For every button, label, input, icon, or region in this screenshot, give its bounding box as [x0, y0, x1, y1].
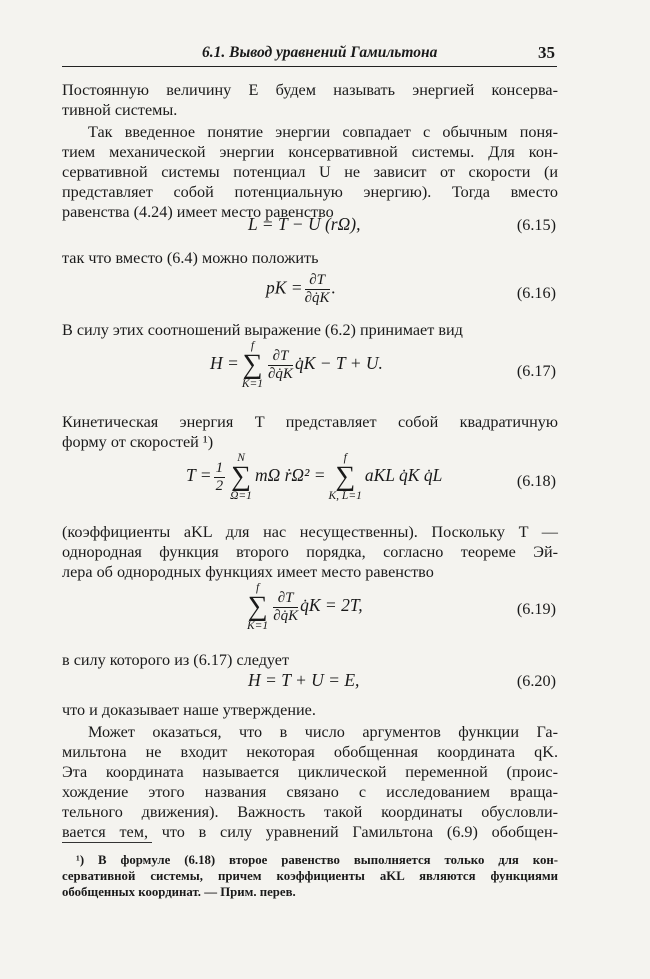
- footnote-line: ¹) В формуле (6.18) второе равенство выполняется только для кон-: [76, 853, 558, 867]
- equation-label: (6.19): [516, 600, 556, 618]
- text-line: вается тем, что в силу уравнений Гамильтона (6.9) обобщен-: [62, 823, 558, 841]
- equation-label: (6.18): [516, 472, 556, 490]
- eq-tail: .: [331, 277, 336, 298]
- fraction-den: 2: [215, 477, 224, 494]
- equation-label: (6.20): [516, 672, 556, 690]
- fraction-den: ∂q̇K: [273, 607, 299, 624]
- text-line: Эта координата называется циклической переменной (проис-: [62, 763, 558, 781]
- eq-lhs: H =: [210, 353, 239, 374]
- equation-6-19: [244, 582, 363, 632]
- fraction-num: ∂T: [305, 272, 330, 290]
- equation-6-16: [266, 272, 336, 307]
- text-line: равенства (4.24) имеет место равенство: [62, 203, 334, 221]
- equation-6-18: [186, 452, 442, 502]
- equation-label: (6.15): [516, 216, 556, 234]
- eq-tail: q̇K = 2T,: [300, 595, 363, 616]
- text-line: тием механической энергии консервативной системы. Для кон-: [62, 143, 558, 161]
- text-line: форму от скоростей ¹): [62, 433, 214, 451]
- eq-lhs: pK =: [266, 277, 303, 298]
- text-line: лера об однородных функциях имеет место равенство: [62, 563, 434, 581]
- sum-top: N: [237, 452, 245, 464]
- text-line: В силу этих соотношений выражение (6.2) принимает вид: [62, 321, 463, 339]
- fraction: [273, 590, 298, 625]
- sum-bottom: K, L=1: [328, 490, 362, 502]
- footnote-line: сервативной системы, причем коэффициенты aKL являются функциями: [62, 869, 558, 883]
- equation-label: (6.17): [516, 362, 556, 380]
- fraction-half: [214, 460, 226, 495]
- eq-tail: q̇K − T + U.: [294, 353, 383, 374]
- fraction-num: 1: [215, 459, 224, 476]
- text-line: Может оказаться, что в число аргументов функции Га-: [88, 723, 558, 741]
- text-line: Постоянную величину E будем называть энергией консерва-: [62, 81, 558, 99]
- text-line: что и доказывает наше утверждение.: [62, 701, 316, 719]
- equation-6-15: L = T − U (rΩ),: [248, 214, 361, 234]
- page-number: 35: [538, 43, 555, 62]
- text-line: в силу которого из (6.17) следует: [62, 651, 290, 669]
- fraction: [305, 272, 330, 307]
- sum-top: f: [250, 340, 255, 352]
- sum-top: f: [343, 452, 347, 464]
- text-line: мильтона не входит некоторая обобщенная координата qK.: [62, 743, 558, 761]
- fraction-num: ∂T: [273, 590, 298, 608]
- text-line: (коэффициенты aKL для нас несущественны). Поскольку T —: [62, 523, 558, 541]
- footnote-line: обобщенных координат. — Прим. перев.: [62, 885, 296, 899]
- eq-mid: mΩ ṙΩ² =: [254, 465, 326, 486]
- text-line: тельного движения). Важность такой координаты обусловли-: [62, 803, 558, 821]
- text-line: однородная функция второго порядка, согласно теореме Эй-: [62, 543, 558, 561]
- sum-sign: f ∑ K, L=1: [328, 452, 362, 502]
- text-line: тивной системы.: [62, 101, 178, 119]
- fraction: [268, 348, 293, 383]
- text-line: Так введенное понятие энергии совпадает с обычным поня-: [88, 123, 558, 141]
- text-line: Кинетическая энергия T представляет собой квадратичную: [62, 413, 558, 431]
- text-line: представляет собой потенциальную энергию). Тогда вместо: [62, 183, 558, 201]
- footnote-rule: [62, 842, 152, 843]
- sum-bottom: K=1: [241, 378, 264, 390]
- sum-sign: f ∑ K=1: [241, 340, 264, 390]
- equation-label: (6.16): [516, 284, 556, 302]
- eq-tail: aKL q̇K q̇L: [364, 465, 443, 486]
- sum-bottom: K=1: [247, 620, 269, 632]
- text-line: так что вместо (6.4) можно положить: [62, 249, 319, 267]
- sum-sign: N ∑ Ω=1: [230, 452, 252, 502]
- text-line: хождение этого названия связано с исследованием враща-: [62, 783, 558, 801]
- equation-6-17: [210, 340, 383, 390]
- equation-6-20: H = T + U = E,: [248, 670, 360, 690]
- sum-top: f: [255, 582, 260, 594]
- eq-lhs: T =: [186, 465, 212, 486]
- text-line: сервативной системы потенциал U не зависит от скорости (и: [62, 163, 558, 181]
- fraction-den: ∂q̇K: [268, 365, 293, 382]
- sum-bottom: Ω=1: [230, 490, 252, 502]
- fraction-den: ∂q̇K: [304, 290, 330, 306]
- fraction-num: ∂T: [268, 348, 293, 366]
- sum-sign: f ∑ K=1: [247, 582, 269, 632]
- header-title: 6.1. Вывод уравнений Гамильтона: [202, 44, 438, 61]
- running-header: [62, 40, 557, 67]
